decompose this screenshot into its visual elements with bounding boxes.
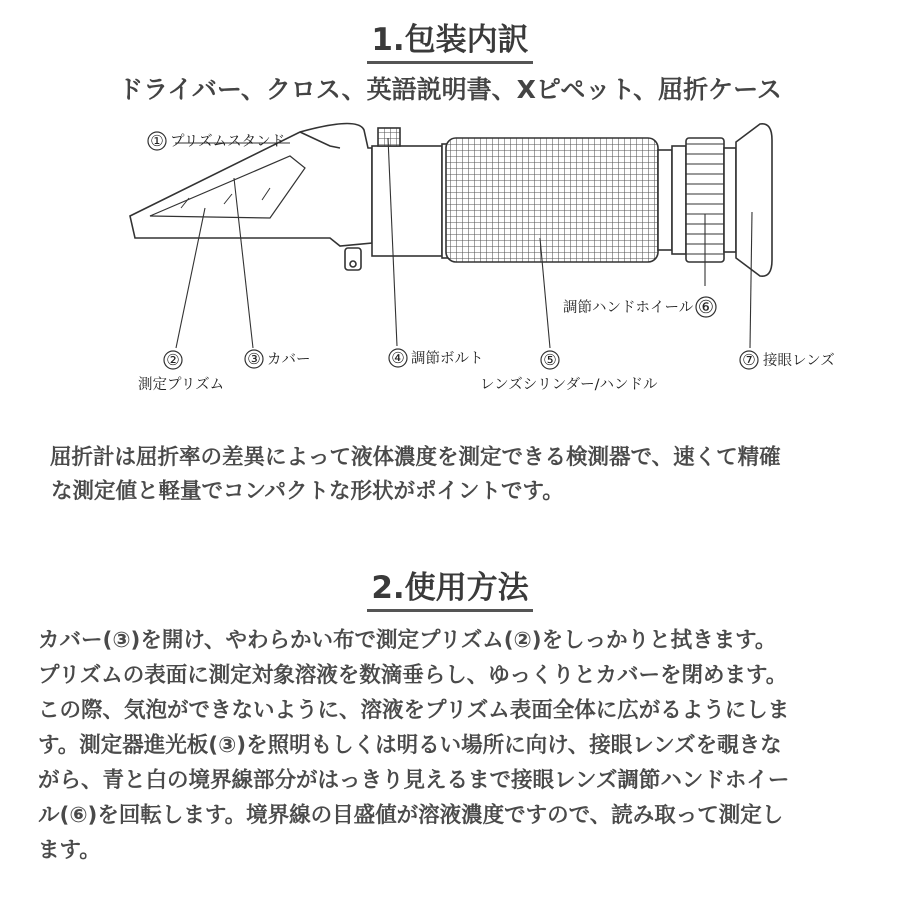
callout-4 xyxy=(389,349,484,367)
usage-paragraph xyxy=(38,623,878,868)
usage-line: カバー(③)を開け、やわらかい布で測定プリズム(②)をしっかりと拭きます。 xyxy=(38,628,777,653)
svg-text:⑥: ⑥ xyxy=(697,297,715,318)
callout-3 xyxy=(245,350,311,368)
svg-text:⑦: ⑦ xyxy=(742,351,756,369)
callout-6 xyxy=(563,297,716,318)
usage-line: ます。 xyxy=(38,838,101,863)
description-paragraph xyxy=(50,441,880,509)
usage-line: プリズムの表面に測定対象溶液を数滴垂らし、ゆっくりとカバーを閉めます。 xyxy=(38,663,788,688)
section1-title: 1.包装内訳 xyxy=(367,14,532,64)
part-label-adjust-bolt: 調節ボルト xyxy=(411,351,484,367)
section2-heading xyxy=(0,562,900,612)
callout-1 xyxy=(148,132,285,150)
part-label-adjust-handwheel: 調節ハンドホイール xyxy=(563,300,694,316)
part-label-cover: カバー xyxy=(267,352,311,368)
svg-text:③: ③ xyxy=(247,350,261,368)
callout-2 xyxy=(138,351,224,393)
section2-title: 2.使用方法 xyxy=(367,562,532,612)
svg-text:①: ① xyxy=(150,132,164,150)
description-line: な測定値と軽量でコンパクトな形状がポイントです。 xyxy=(51,479,564,504)
section1-heading xyxy=(0,14,900,64)
refractometer-diagram xyxy=(0,108,900,408)
svg-text:②: ② xyxy=(166,351,180,369)
part-label-lens-cylinder: レンズシリンダー/ハンドル xyxy=(480,377,658,393)
usage-line: す。測定器進光板(③)を照明もしくは明るい場所に向け、接眼レンズを覗きな xyxy=(38,733,782,758)
lens-cylinder-handle xyxy=(446,138,658,262)
usage-line: この際、気泡ができないように、溶液をプリズム表面全体に広がるようにしま xyxy=(38,698,790,723)
callout-7 xyxy=(740,351,835,369)
usage-line: がら、青と白の境界線部分がはっきり見えるまで接眼レンズ調節ハンドホイー xyxy=(38,768,790,793)
part-label-measuring-prism: 測定プリズム xyxy=(138,377,225,393)
callout-5 xyxy=(480,351,658,393)
svg-text:④: ④ xyxy=(391,349,405,367)
part-label-eyepiece: 接眼レンズ xyxy=(763,353,835,369)
usage-line: ル(⑥)を回転します。境界線の目盛値が溶液濃度ですので、読み取って測定し xyxy=(38,803,784,828)
package-contents-text: ドライバー、クロス、英語説明書、Xピペット、屈折ケース xyxy=(118,75,782,104)
description-line: 屈折計は屈折率の差異によって液体濃度を測定できる検測器で、速くて精確 xyxy=(50,445,781,470)
svg-text:⑤: ⑤ xyxy=(543,351,557,369)
eyepiece-assembly xyxy=(658,124,772,276)
part-label-prism-stand: プリズムスタンド xyxy=(170,134,286,150)
